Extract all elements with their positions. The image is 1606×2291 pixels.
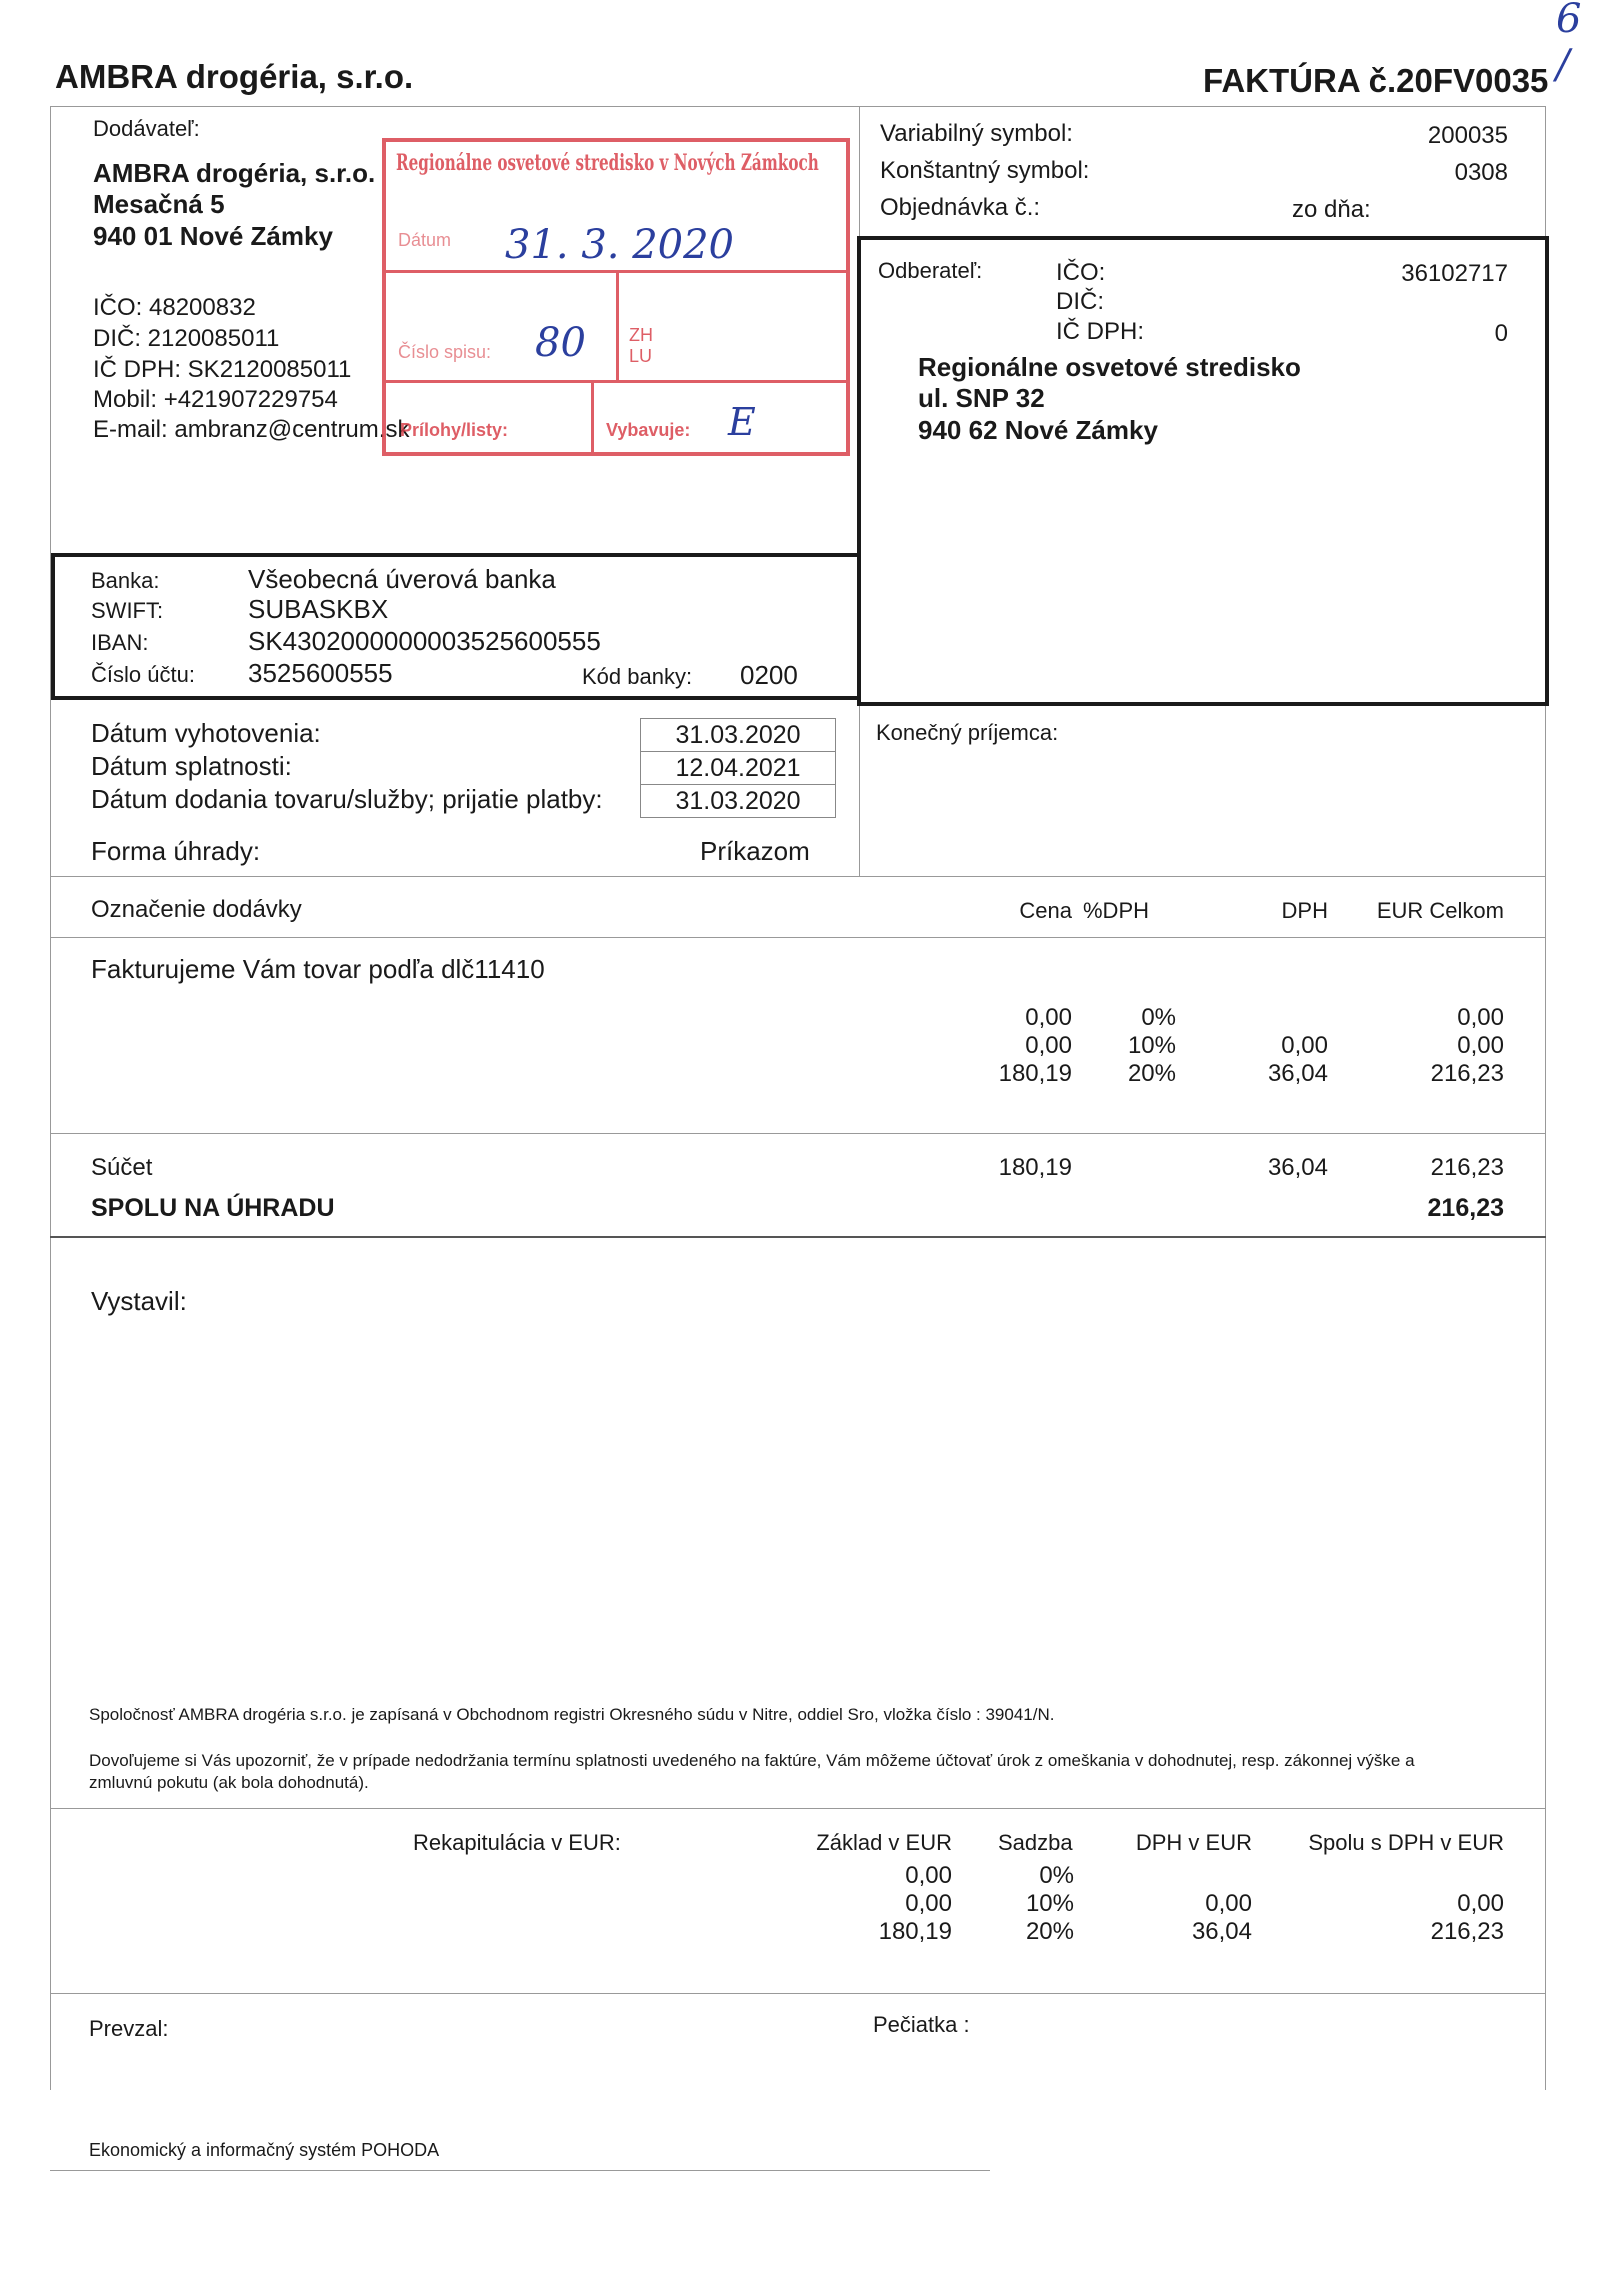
- customer-city: 940 62 Nové Zámky: [918, 415, 1158, 445]
- customer-street: ul. SNP 32: [918, 383, 1045, 413]
- konstantny-label: Konštantný symbol:: [880, 157, 1090, 184]
- stamp-zh: ZH: [629, 325, 653, 345]
- supplier-street: Mesačná 5: [93, 189, 225, 219]
- col-pdph: %DPH: [1083, 898, 1150, 923]
- recap-spolu-values: 0,00 216,23: [1430, 1890, 1504, 1945]
- col-eur-celkom: EUR Celkom: [1376, 898, 1504, 923]
- recap-top: [50, 1808, 1546, 1809]
- ucet-label: Číslo účtu:: [91, 662, 195, 687]
- bank-label: Banka:: [91, 568, 160, 593]
- stamp-lu: LU: [629, 346, 653, 366]
- items-header-bottom: [50, 937, 1546, 938]
- col-oznacenie: Označenie dodávky: [91, 896, 302, 923]
- bank-value: Všeobecná úverová banka: [248, 564, 556, 594]
- item-pdph-values: 0% 10% 20%: [1127, 1004, 1176, 1087]
- objednavka-label: Objednávka č.:: [880, 194, 1041, 221]
- recap-dph-values: 0,00 36,04: [1191, 1890, 1252, 1945]
- customer-icdph-label: IČ DPH:: [1056, 318, 1145, 345]
- col-cena: Cena: [1019, 898, 1072, 923]
- spolu-label: SPOLU NA ÚHRADU: [91, 1194, 335, 1222]
- registration-stamp: [382, 138, 850, 456]
- splatnosti-value: 12.04.2021: [640, 751, 836, 785]
- iban-value: SK4302000000003525600555: [248, 626, 601, 656]
- totals-top: [50, 1133, 1546, 1134]
- frame-top: [50, 106, 1546, 107]
- item-description: Fakturujeme Vám tovar podľa dlč11410: [91, 954, 545, 984]
- vyhotovenia-label: Dátum vyhotovenia:: [91, 718, 321, 748]
- splatnosti-label: Dátum splatnosti:: [91, 751, 292, 781]
- variabilny-value: 200035: [1427, 122, 1508, 149]
- vystavil-label: Vystavil:: [91, 1286, 187, 1316]
- spolu-value: 216,23: [1427, 1194, 1504, 1222]
- pohoda-system-note: Ekonomický a informačný systém POHODA: [89, 2140, 440, 2160]
- registry-note: Spoločnosť AMBRA drogéria s.r.o. je zapísaná v Obchodnom registri Okresného súdu v Nitre, oddiel Sro, vložka číslo : 39041/N.: [89, 1705, 1055, 1724]
- stamp-attach-label: Prílohy/listy:: [400, 420, 509, 440]
- customer-icdph-value: 0: [1494, 320, 1508, 347]
- stamp-number-handwritten: 80: [535, 320, 586, 366]
- supplier-ico: IČO: 48200832: [93, 294, 256, 321]
- konecny-prijemca-label: Konečný príjemca:: [876, 720, 1059, 745]
- handwritten-page-mark: 6 /: [1556, 0, 1582, 88]
- recap-zaklad-values: 0,00 0,00 180,19: [878, 1862, 952, 1945]
- item-dph-values: 0,00 36,04: [1267, 1032, 1328, 1087]
- sucet-dph: 36,04: [1267, 1154, 1328, 1181]
- customer-ico-label: IČO:: [1056, 259, 1106, 286]
- dodania-value: 31.03.2020: [640, 784, 836, 818]
- stamp-handles-label: Vybavuje:: [606, 420, 691, 440]
- recap-sadzba-values: 0% 10% 20%: [1025, 1862, 1074, 1945]
- col-dph: DPH: [1281, 898, 1328, 923]
- ucet-value: 3525600555: [248, 658, 393, 688]
- vyhotovenia-value: 31.03.2020: [640, 718, 836, 752]
- items-header-top: [50, 876, 1546, 877]
- stamp-number-label: Číslo spisu:: [398, 342, 492, 362]
- frame-left: [50, 106, 51, 2090]
- late-payment-note: Dovoľujeme si Vás upozorniť, že v prípade nedodržania termínu splatnosti uvedeného na faktúre, Vám môžeme účtovať úrok z omeškania v dohodnutej, resp. zákonnej výške a zmluvnú pokutu (ak bola dohodnutá).: [89, 1751, 1415, 1792]
- frame-bottom: [50, 2170, 990, 2171]
- stamp-title: Regionálne osvetové stredisko v Nových Zámkoch: [396, 150, 819, 176]
- item-celkom-values: 0,00 0,00 216,23: [1430, 1004, 1504, 1087]
- swift-value: SUBASKBX: [248, 594, 389, 624]
- supplier-email: E-mail: ambranz@centrum.sk: [93, 416, 410, 443]
- zo-dna-label: zo dňa:: [1292, 196, 1371, 223]
- prevzal-label: Prevzal:: [89, 2016, 169, 2041]
- rekapitulacia-label: Rekapitulácia v EUR:: [413, 1830, 621, 1855]
- iban-label: IBAN:: [91, 630, 149, 655]
- totals-bottom: [50, 1236, 1546, 1238]
- invoice-title: FAKTÚRA č.20FV0035: [1203, 62, 1549, 99]
- sucet-celkom: 216,23: [1430, 1154, 1504, 1181]
- customer-box: [857, 236, 1549, 706]
- kod-banky-value: 0200: [740, 660, 798, 690]
- dodania-label: Dátum dodania tovaru/služby; prijatie platby:: [91, 784, 603, 814]
- col-zaklad: Základ v EUR: [816, 1830, 952, 1855]
- customer-ico-value: 36102717: [1401, 260, 1508, 287]
- supplier-dic: DIČ: 2120085011: [93, 325, 280, 352]
- supplier-icdph: IČ DPH: SK2120085011: [93, 356, 352, 383]
- stamp-date-label: Dátum: [398, 230, 452, 250]
- sucet-label: Súčet: [91, 1154, 153, 1181]
- forma-uhrady-label: Forma úhrady:: [91, 836, 261, 866]
- col-sadzba: Sadzba: [998, 1830, 1073, 1855]
- company-name: AMBRA drogéria, s.r.o.: [55, 58, 414, 95]
- col-spolu-s-dph: Spolu s DPH v EUR: [1308, 1830, 1504, 1855]
- sucet-cena: 180,19: [998, 1154, 1072, 1181]
- col-dph-v-eur: DPH v EUR: [1135, 1830, 1252, 1855]
- swift-label: SWIFT:: [91, 598, 164, 623]
- supplier-mobil: Mobil: +421907229754: [93, 386, 338, 413]
- variabilny-label: Variabilný symbol:: [880, 120, 1073, 147]
- stamp-handles-handwritten: E: [728, 400, 756, 444]
- supplier-label: Dodávateľ:: [93, 116, 200, 141]
- customer-name: Regionálne osvetové stredisko: [918, 352, 1301, 382]
- konstantny-value: 0308: [1454, 159, 1508, 186]
- forma-uhrady-value: Príkazom: [700, 836, 810, 866]
- customer-dic-label: DIČ:: [1056, 288, 1104, 315]
- peciatka-label: Pečiatka :: [873, 2012, 970, 2037]
- supplier-name: AMBRA drogéria, s.r.o.: [93, 158, 376, 188]
- item-cena-values: 0,00 0,00 180,19: [998, 1004, 1072, 1087]
- customer-label: Odberateľ:: [878, 258, 983, 283]
- recap-bottom: [50, 1993, 1546, 1994]
- supplier-city: 940 01 Nové Zámky: [93, 221, 333, 251]
- stamp-date-handwritten: 31. 3. 2020: [505, 222, 735, 268]
- kod-banky-label: Kód banky:: [582, 664, 693, 689]
